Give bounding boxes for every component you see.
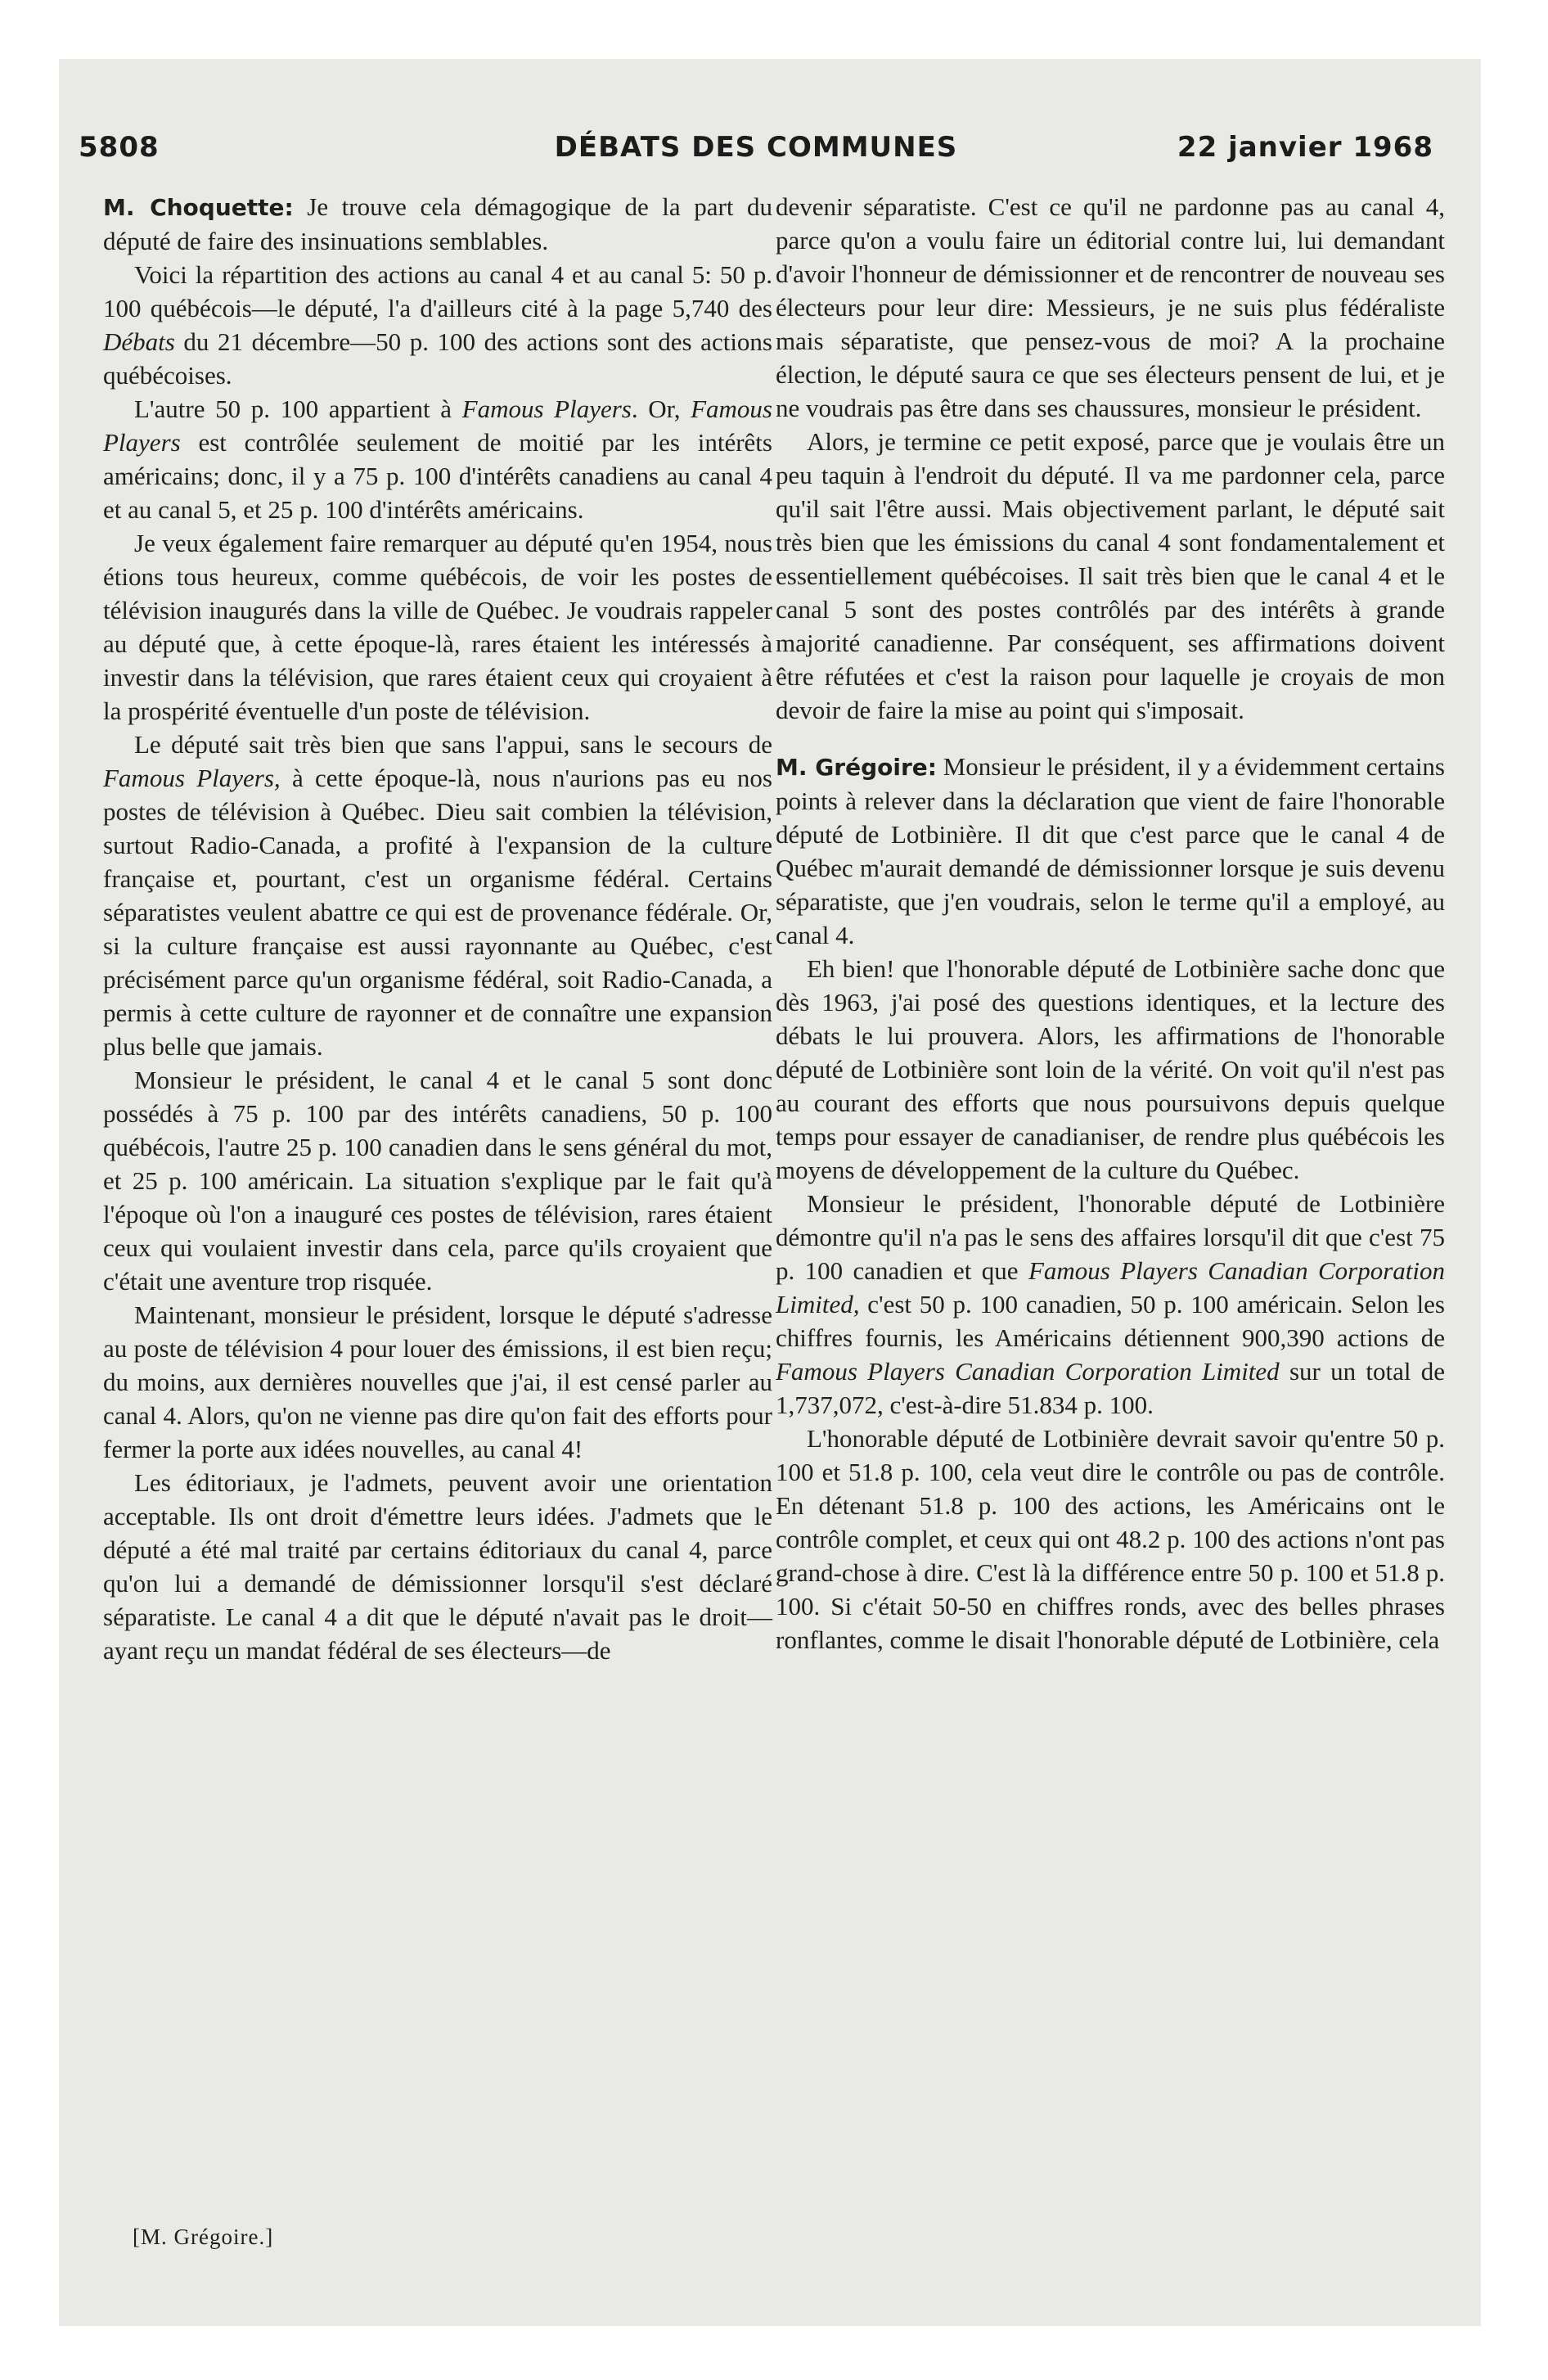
page-date: 22 janvier 1968 [1177, 131, 1433, 164]
speaker-name: M. Grégoire: [776, 754, 937, 781]
paragraph: devenir séparatiste. C'est ce qu'il ne pardonne pas au canal 4, parce qu'on a voulu faire un éditorial contre lui, lui demandant d'avoir l'honneur de démissionner et de rencontrer de nouveau ses électeurs pour leur dire: Messieurs, je ne suis plus fédéraliste mais séparatiste, que pensez-vous de moi? A la prochaine élection, le député saura ce que ses électeurs pensent de lui, et je ne voudrais pas être dans ses chaussures, monsieur le président. [776, 192, 1445, 422]
right-column [776, 190, 1445, 1657]
paragraph: L'autre 50 p. 100 appartient à Famous Players. Or, Famous Players est contrôlée seulement de moitié par les intérêts américains; donc, il y a 75 p. 100 d'intérêts canadiens au canal 4 et au canal 5, et 25 p. 100 d'intérêts américains. [103, 394, 772, 524]
paragraph: Voici la répartition des actions au canal 4 et au canal 5: 50 p. 100 québécois—le député, l'a d'ailleurs cité à la page 5,740 des Débats du 21 décembre—50 p. 100 des actions sont des actions québécoises. [103, 260, 772, 390]
speaker-name: M. Choquette: [103, 194, 294, 221]
paragraph: Maintenant, monsieur le président, lorsque le député s'adresse au poste de télévision 4 pour louer des émissions, il est bien reçu; du moins, aux dernières nouvelles que j'ai, il est censé parler au canal 4. Alors, qu'on ne vienne pas dire qu'on fait des efforts pour fermer la porte aux idées nouvelles, au canal 4! [103, 1300, 772, 1463]
paragraph: Je veux également faire remarquer au député qu'en 1954, nous étions tous heureux, comme québécois, de voir les postes de télévision inaugurés dans la ville de Québec. Je voudrais rappeler au député que, à cette époque-là, rares étaient les intéressés à investir dans la télévision, que rares étaient ceux qui croyaient à la prospérité éventuelle d'un poste de télévision. [103, 529, 772, 725]
speaker-footnote: [M. Grégoire.] [133, 2224, 274, 2249]
publication-title: DÉBATS DES COMMUNES [554, 131, 958, 164]
paragraph: Monsieur le président, l'honorable député de Lotbinière démontre qu'il n'a pas le sens des affaires lorsqu'il dit que c'est 75 p. 100 canadien et que Famous Players Canadian Corporation Limited, c'est 50 p. 100 canadien, 50 p. 100 américain. Selon les chiffres fournis, les Américains détiennent 900,390 actions de Famous Players Canadian Corporation Limited sur un total de 1,737,072, c'est-à-dire 51.834 p. 100. [776, 1189, 1446, 1419]
page-number: 5808 [79, 131, 160, 164]
paragraph: Monsieur le président, le canal 4 et le canal 5 sont donc possédés à 75 p. 100 par des intérêts canadiens, 50 p. 100 québécois, l'autre 25 p. 100 canadien dans le sens général du mot, et 25 p. 100 américain. La situation s'explique par le fait qu'à l'époque où l'on a inauguré ces postes de télévision, rares étaient ceux qui voulaient investir dans cela, parce qu'ils croyaient que c'était une aventure trop risquée. [103, 1066, 772, 1296]
left-column [103, 190, 772, 1667]
paragraph: Eh bien! que l'honorable député de Lotbinière sache donc que dès 1963, j'ai posé des questions identiques, et la lecture des débats le lui prouvera. Alors, les affirmations de l'honorable député de Lotbinière sont loin de la vérité. On voit qu'il n'est pas au courant des efforts que nous poursuivons depuis quelque temps pour essayer de canadianiser, de rendre plus québécois les moyens de développement de la culture du Québec. [776, 954, 1445, 1184]
paragraph: Le député sait très bien que sans l'appui, sans le secours de Famous Players, à cette époque-là, nous n'aurions pas eu nos postes de télévision à Québec. Dieu sait combien la télévision, surtout Radio-Canada, a profité à l'expansion de la culture française et, pourtant, c'est un organisme fédéral. Certains séparatistes veulent abattre ce qui est de provenance fédérale. Or, si la culture française est aussi rayonnante au Québec, c'est précisément parce qu'un organisme fédéral, soit Radio-Canada, a permis à cette culture de rayonner et de connaître une expansion plus belle que jamais. [103, 730, 772, 1061]
paragraph: M. Grégoire: Monsieur le président, il y a évidemment certains points à relever dans la déclaration que vient de faire l'honorable député de Lotbinière. Il dit que c'est parce que le canal 4 de Québec m'aurait demandé de démissionner lorsque je suis devenu séparatiste, que j'en voudrais, selon le terme qu'il a employé, au canal 4. [776, 752, 1445, 949]
paragraph: Alors, je termine ce petit exposé, parce que je voulais être un peu taquin à l'endroit du député. Il va me pardonner cela, parce qu'il sait l'être aussi. Mais objectivement parlant, le député sait très bien que les émissions du canal 4 sont fondamentalement et essentiellement québécoises. Il sait très bien que le canal 4 et le canal 5 sont des postes contrôlés par des intérêts à grande majorité canadienne. Par conséquent, ses affirmations doivent être réfutées et c'est la raison pour laquelle je croyais de mon devoir de faire la mise au point qui s'imposait. [776, 427, 1445, 724]
paragraph: M. Choquette: Je trouve cela démagogique de la part du député de faire des insinuations semblables. [103, 192, 772, 255]
paragraph: Les éditoriaux, je l'admets, peuvent avoir une orientation acceptable. Ils ont droit d'émettre leurs idées. J'admets que le député a été mal traité par certains éditoriaux du canal 4, parce qu'on lui a demandé de démissionner lorsqu'il s'est déclaré séparatiste. Le canal 4 a dit que le député n'avait pas le droit—ayant reçu un mandat fédéral de ses électeurs—de [103, 1468, 772, 1665]
paragraph: L'honorable député de Lotbinière devrait savoir qu'entre 50 p. 100 et 51.8 p. 100, cela veut dire le contrôle ou pas de contrôle. En détenant 51.8 p. 100 des actions, les Américains ont le contrôle complet, et ceux qui ont 48.2 p. 100 des actions n'ont pas grand-chose à dire. C'est là la différence entre 50 p. 100 et 51.8 p. 100. Si c'était 50-50 en chiffres ronds, avec des belles phrases ronflantes, comme le disait l'honorable député de Lotbinière, cela [776, 1424, 1445, 1654]
page-header [79, 131, 1433, 172]
